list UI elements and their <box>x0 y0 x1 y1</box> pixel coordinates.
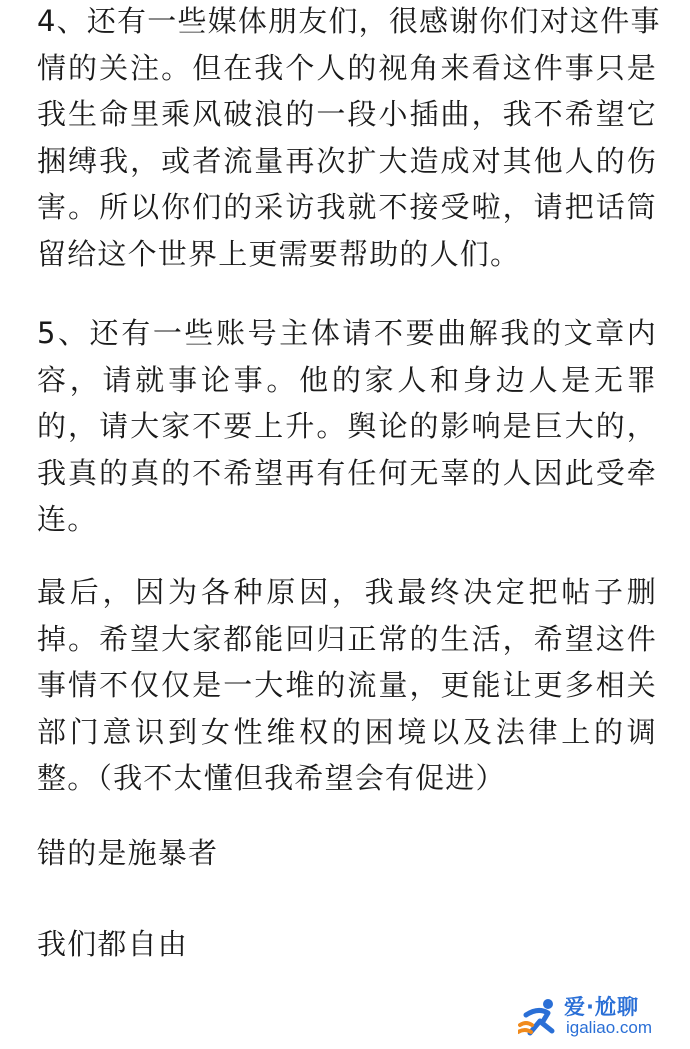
paragraph-line: 留给这个世界上更需要帮助的人们。 <box>37 236 521 271</box>
paragraph-line: 部门意识到女性维权的困境以及法律上的调 <box>37 714 657 749</box>
paragraph-line: 我生命里乘风破浪的一段小插曲，我不希望它 <box>37 97 657 131</box>
paragraph-line: 掉。希望大家都能回归正常的生活，希望这件 <box>37 621 657 656</box>
paragraph-4 <box>37 0 661 277</box>
paragraph-line: 连。 <box>37 502 98 536</box>
statement-wrong <box>37 830 657 877</box>
paragraph-line: 整。（我不太懂但我希望会有促进） <box>37 761 506 795</box>
paragraph-line: 5、还有一些账号主体请不要曲解我的文章内 <box>37 316 657 350</box>
paragraph-line: 最后，因为各种原因，我最终决定把帖子删 <box>37 575 657 609</box>
paragraph-final <box>37 569 657 802</box>
watermark-title: 爱·尬聊 <box>564 995 639 1019</box>
paragraph-line: 4、还有一些媒体朋友们，很感谢你们对这件事 <box>37 4 661 38</box>
paragraph-5 <box>37 310 657 543</box>
paragraph-line: 害。所以你们的采访我就不接受啦，请把话筒 <box>37 190 657 224</box>
paragraph-line: 容，请就事论事。他的家人和身边人是无罪 <box>37 362 657 397</box>
paragraph-line: 情的关注。但在我个人的视角来看这件事只是 <box>37 50 657 85</box>
statement-free <box>37 921 657 968</box>
paragraph-line: 事情不仅仅是一大堆的流量，更能让更多相关 <box>37 668 657 702</box>
statement-line: 错的是施暴者 <box>37 836 219 870</box>
watermark-url: igaliao.com <box>566 1018 652 1037</box>
running-figure-logo-icon <box>518 995 562 1039</box>
paragraph-line: 捆缚我，或者流量再次扩大造成对其他人的伤 <box>37 143 657 178</box>
paragraph-line: 的，请大家不要上升。舆论的影响是巨大的， <box>37 409 657 443</box>
paragraph-line: 我真的真的不希望再有任何无辜的人因此受牵 <box>37 455 657 490</box>
site-watermark <box>518 991 678 1043</box>
statement-line: 我们都自由 <box>37 927 189 961</box>
